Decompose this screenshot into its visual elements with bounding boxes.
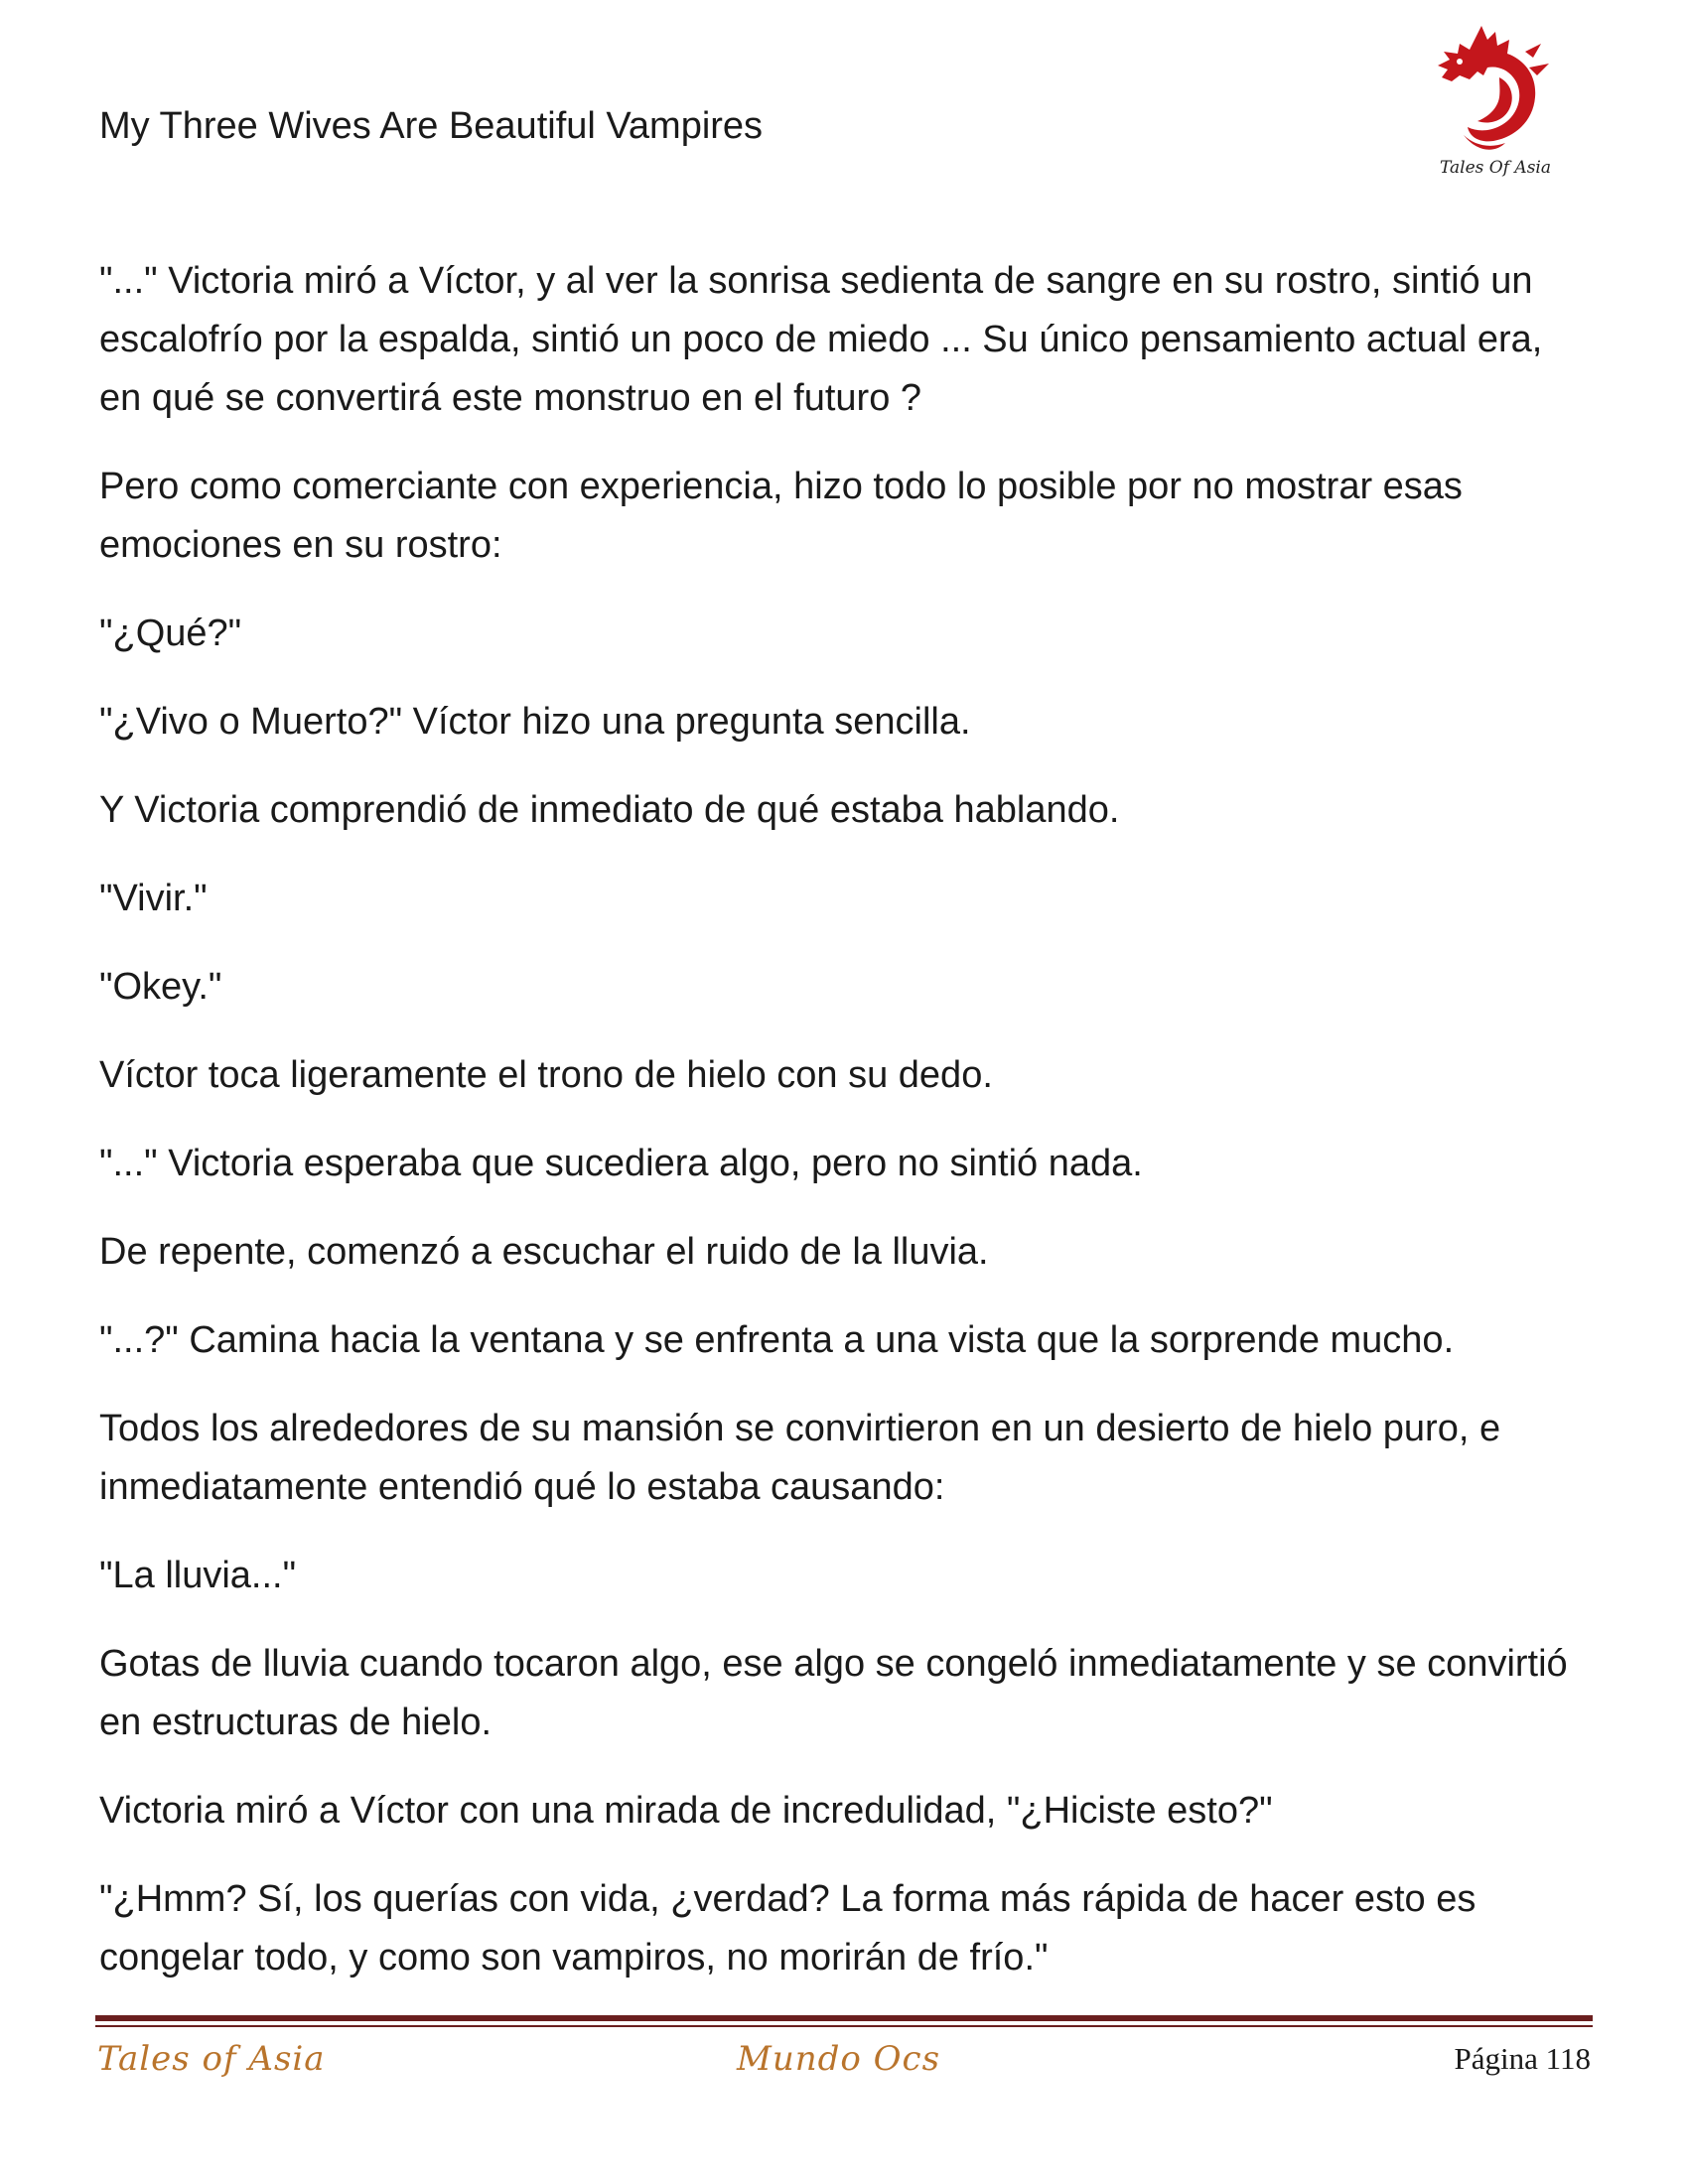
footer-site-name: Tales of Asia <box>97 2039 326 2079</box>
paragraph: "Okey." <box>99 966 222 1008</box>
paragraph: "¿Hmm? Sí, los querías con vida, ¿verdad? La forma más rápida de hacer esto es congelar todo, y como son vampiros, no morirán de frío." <box>99 1878 1477 1979</box>
footer-divider <box>95 2015 1593 2027</box>
paragraph: "¿Vivo o Muerto?" Víctor hizo una pregunta sencilla. <box>99 701 971 743</box>
document-title: My Three Wives Are Beautiful Vampires <box>99 105 764 147</box>
paragraph: "Vivir." <box>99 878 208 919</box>
dragon-logo-icon <box>1430 18 1559 182</box>
paragraph: "..." Victoria miró a Víctor, y al ver la sonrisa sedienta de sangre en su rostro, sintió un escalofrío por la espalda, sintió un poco de miedo ... Su único pensamiento actual era, en qué se convertirá este monstruo en el futuro ? <box>99 260 1543 419</box>
page-body <box>99 252 1579 2017</box>
paragraph: Todos los alrededores de su mansión se convirtieron en un desierto de hielo puro, e inmediatamente entendió qué lo estaba causando: <box>99 1408 1501 1508</box>
footer-section-name: Mundo Ocs <box>737 2039 941 2079</box>
paragraph: Y Victoria comprendió de inmediato de qué estaba hablando. <box>99 789 1120 831</box>
paragraph: "...?" Camina hacia la ventana y se enfrenta a una vista que la sorprende mucho. <box>99 1319 1455 1361</box>
paragraph: Gotas de lluvia cuando tocaron algo, ese algo se congeló inmediatamente y se convirtió en estructuras de hielo. <box>99 1643 1568 1743</box>
paragraph: Pero como comerciante con experiencia, hizo todo lo posible por no mostrar esas emociones en su rostro: <box>99 466 1463 566</box>
paragraph: Victoria miró a Víctor con una mirada de incredulidad, "¿Hiciste esto?" <box>99 1790 1273 1832</box>
paragraph: "..." Victoria esperaba que sucediera algo, pero no sintió nada. <box>99 1143 1143 1184</box>
paragraph: De repente, comenzó a escuchar el ruido de la lluvia. <box>99 1231 989 1273</box>
paragraph: Víctor toca ligeramente el trono de hielo con su dedo. <box>99 1054 993 1096</box>
tales-of-asia-logo <box>1430 18 1559 182</box>
page-number: Página 118 <box>1454 2041 1591 2076</box>
paragraph: "La lluvia..." <box>99 1555 297 1596</box>
svg-text:Tales Of Asia: Tales Of Asia <box>1440 158 1551 178</box>
paragraph: "¿Qué?" <box>99 613 242 654</box>
